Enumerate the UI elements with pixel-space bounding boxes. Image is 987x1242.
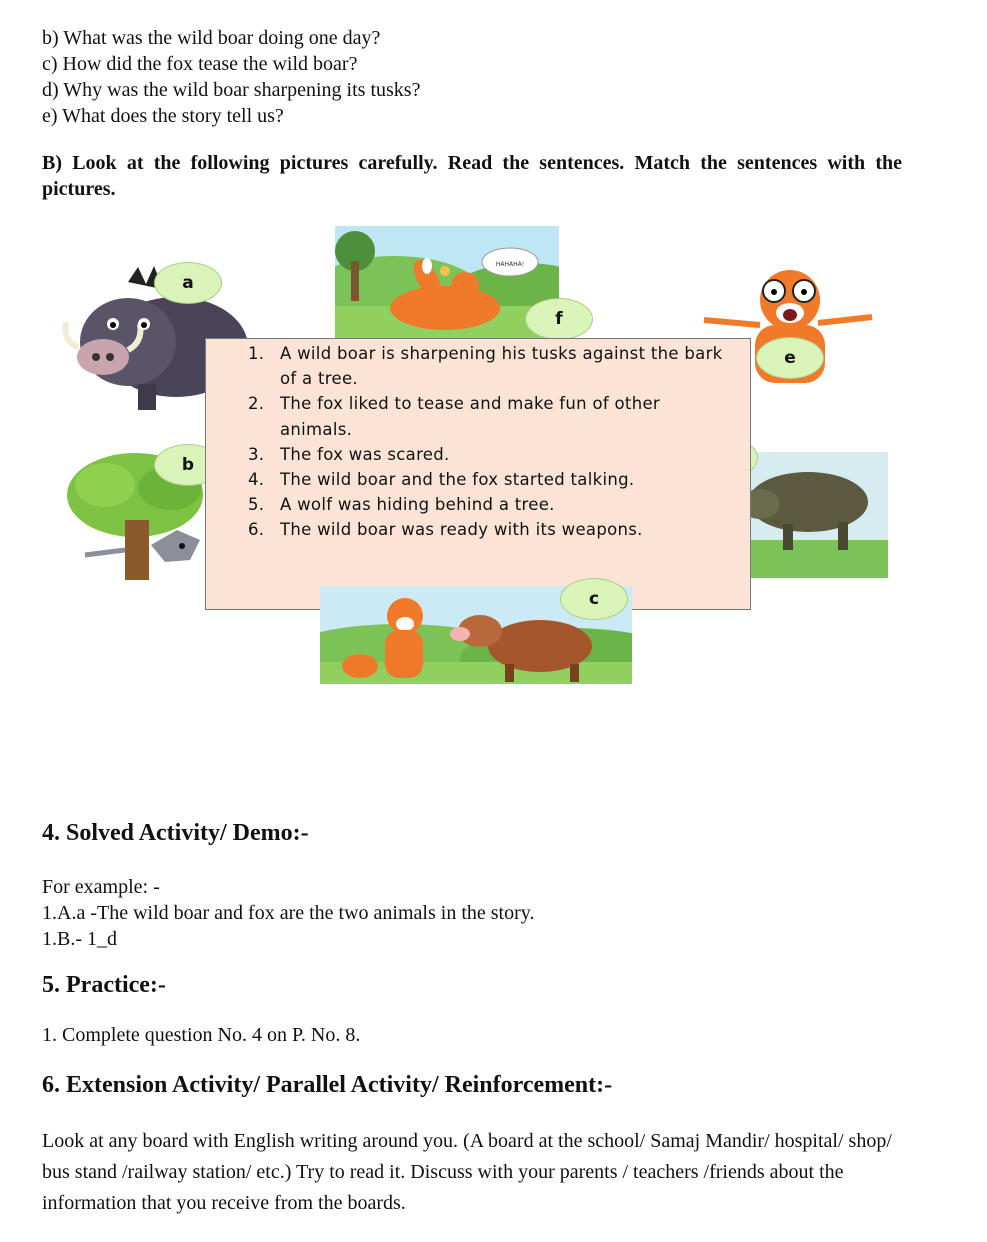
solved-line-2: 1.B.- 1_d	[42, 928, 117, 950]
list-item: 5. A wolf was hiding behind a tree.	[248, 495, 555, 515]
question-d: d) Why was the wild boar sharpening its tusks?	[42, 79, 421, 101]
practice-line-1: 1. Complete question No. 4 on P. No. 8.	[42, 1024, 361, 1046]
list-item: 3. The fox was scared.	[248, 444, 450, 464]
label-c: c	[560, 578, 628, 620]
question-c: c) How did the fox tease the wild boar?	[42, 53, 358, 75]
label-a: a	[154, 262, 222, 304]
list-item: 2. The fox liked to tease and make fun of other animals.	[248, 394, 660, 439]
question-e: e) What does the story tell us?	[42, 105, 284, 127]
solved-heading: 4. Solved Activity/ Demo:-	[42, 820, 309, 846]
label-b: b	[154, 444, 222, 486]
practice-heading: 5. Practice:-	[42, 972, 166, 998]
extension-heading: 6. Extension Activity/ Parallel Activity/ Reinforcement:-	[42, 1072, 613, 1098]
solved-intro: For example: -	[42, 876, 160, 898]
list-item: 6. The wild boar was ready with its weapons.	[248, 520, 643, 540]
extension-text: Look at any board with English writing around you. (A board at the school/ Samaj Mandir/ hospital/ shop/ bus stand /railway station/ etc.) Try to read it. Discuss with your parents / teachers /friends about the information that you receive from the boards.	[42, 1130, 892, 1214]
speech-text: HAHAHA!	[495, 261, 525, 268]
list-item: 4. The wild boar and the fox started talking.	[248, 470, 635, 490]
sentences-box	[205, 338, 751, 610]
solved-line-1: 1.A.a -The wild boar and fox are the two animals in the story.	[42, 902, 535, 924]
label-e: e	[756, 337, 824, 379]
question-b: b) What was the wild boar doing one day?	[42, 27, 381, 49]
section-b-heading: B) Look at the following pictures carefully. Read the sentences. Match the sentences with the pictures.	[42, 152, 902, 200]
list-item: 1. A wild boar is sharpening his tusks against the bark of a tree.	[248, 344, 723, 389]
label-f: f	[525, 298, 593, 340]
